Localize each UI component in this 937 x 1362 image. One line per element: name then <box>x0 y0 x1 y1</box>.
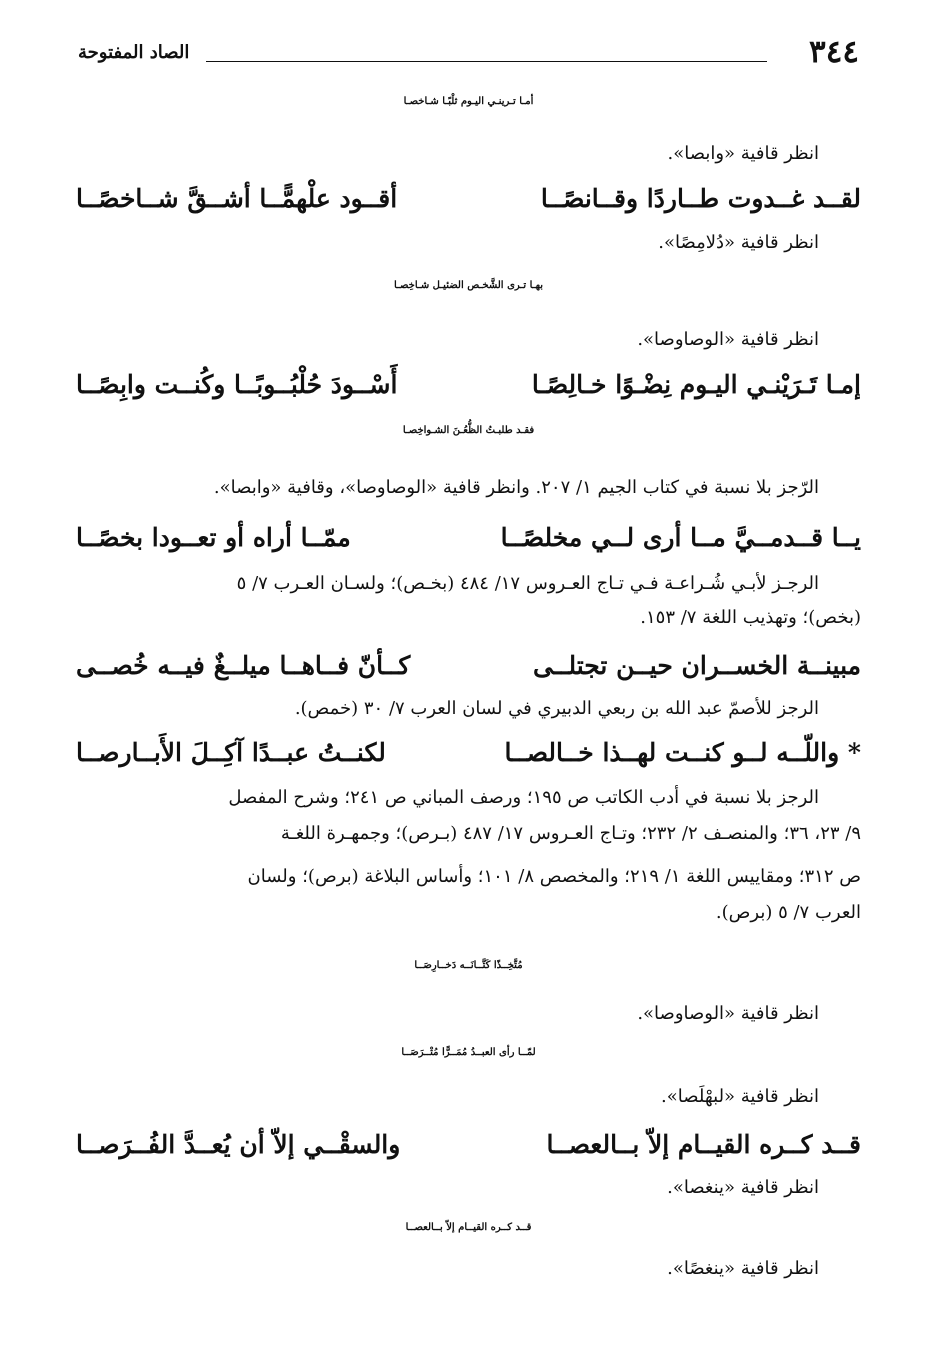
verse-text: واللّــه لــو كنــت لهــذا خــالصــا <box>504 738 840 767</box>
verse-hemistich-right: يــا قــدمــيَّ مــا أرى لــي مخلصًــا <box>500 523 861 552</box>
verse-line: قــد كــره القيــام إلاّ بــالعصــا <box>405 1222 532 1233</box>
verse-hemistich-left: أقــود علْهمًّــا أشــقَّ شــاخصًــا <box>76 184 398 213</box>
note-line: انظر قافية «الوصاوصا». <box>637 329 819 350</box>
note-line: ص ٣١٢؛ ومقاييس اللغة ١/ ٢١٩؛ والمخصص ٨/ ١٠١؛ وأساس البلاغة (برص)؛ ولسان <box>247 866 861 887</box>
verse-line: مُتَّخِــذًا كَتَّــانَــه دَخــارِصَــا <box>414 960 523 971</box>
note-line: الرجز بلا نسبة في أدب الكاتب ص ١٩٥؛ ورصف المباني ص ٢٤١؛ وشرح المفصل <box>228 787 819 808</box>
verse-hemistich-left: كــأنّ فــاهــا ميلــغٌ فيــه خُصــى <box>76 651 411 680</box>
header-rule <box>206 61 767 62</box>
note-line: انظر قافية «وابصا». <box>667 143 819 164</box>
verse-line: أمـا تـرينـي اليـوم ثلْبًـا شـاخصـا <box>403 96 534 107</box>
note-line: الرّجز بلا نسبة في كتاب الجيم ١/ ٢٠٧. وانظر قافية «الوصاوصا»، وقافية «وابصا». <box>213 477 819 498</box>
note-line: الرجز للأصمّ عبد الله بن ربعي الدبيري في لسان العرب ٧/ ٣٠ (خمص). <box>294 698 819 719</box>
verse-hemistich-right: إمـا تَـرَيْنـي اليـوم نِضْـوًا خـالِصًـا <box>531 370 861 399</box>
note-line: انظر قافية «لبهْلَصا». <box>661 1086 819 1107</box>
verse-hemistich-right: مبينــة الخســران حيــن تجتلــى <box>532 651 861 680</box>
verse-hemistich-left: ممّــا أراه أو تعــودا بخصًــا <box>76 523 351 552</box>
verse-hemistich-left: أَسْــودَ حُلْبُــوبًــا وكُنــت وابِصًــا <box>76 370 398 399</box>
note-line: العرب ٧/ ٥ (برص). <box>715 902 861 923</box>
note-line: (بخص)؛ وتهذيب اللغة ٧/ ١٥٣. <box>640 607 861 628</box>
star-marker: * <box>847 738 861 767</box>
note-line: الرجـز لأبـي شُـراعـة فـي تـاج العـروس ١٧/ ٤٨٤ (بخـص)؛ ولسـان العـرب ٧/ ٥ <box>236 573 819 594</box>
page-number: ٣٤٤ <box>809 34 859 70</box>
verse-line: بهـا تـرى الشَّخـص الضئيـل شـاخِصـا <box>394 280 543 291</box>
verse-hemistich-left: لكنــتُ عبــدًا آكِــلَ الأَبــارصــا <box>76 738 386 767</box>
note-line: ٩/ ٢٣، ٣٦؛ والمنصـف ٢/ ٢٣٢؛ وتـاج العـروس ١٧/ ٤٨٧ (بـرص)؛ وجمهـرة اللغـة <box>280 823 861 844</box>
page-header <box>78 34 859 74</box>
verse-hemistich-right: لقــد غــدوت طــاردًا وقــانصًــا <box>540 184 861 213</box>
note-line: انظر قافية «ينغصًا». <box>667 1258 819 1279</box>
section-title: الصاد المفتوحة <box>78 42 190 63</box>
note-line: انظر قافية «ينغصا». <box>667 1177 819 1198</box>
note-line: انظر قافية «دُلامِصًا». <box>658 232 819 253</box>
verse-line: لمّــا رأى العبــدُ مُمَــرًّا مُتْــرَصَــا <box>401 1047 536 1058</box>
verse-hemistich-right: قــد كــره القيــام إلاّ بــالعصــا <box>546 1130 861 1159</box>
verse-line: فقـد طلبـتُ الظُّعُـنَ الشـواخِصـا <box>402 425 535 436</box>
verse-hemistich-right <box>504 738 861 767</box>
verse-hemistich-left: والسقْــي إلاّ أن يُعــدَّ الفُــرَصــا <box>76 1130 401 1159</box>
note-line: انظر قافية «الوصاوصا». <box>637 1003 819 1024</box>
